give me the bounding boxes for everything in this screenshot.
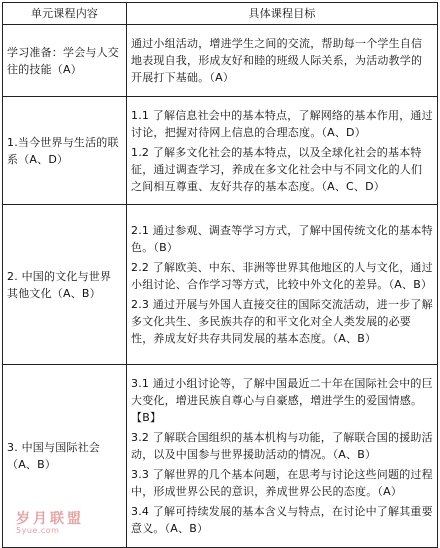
goal-item: 2.2 了解欧美、中东、非洲等世界其他地区的人与文化，通过小组讨论、合作学习等方式，比较中外文化的差异。（A、B） [131, 261, 433, 291]
table-row [3, 205, 438, 365]
goal-cell [127, 205, 438, 365]
goal-item: 2.1 通过参观、调查等学习方式，了解中国传统文化的基本特色。（B） [131, 224, 433, 254]
goal-item: 3.3 了解世界的几个基本问题，在思考与讨论这些问题的过程中，形成世界公民的意识，养成世界公民的态度。（A） [131, 468, 433, 498]
watermark-url: 5yue.com [16, 526, 60, 535]
goal-item: 2.3 通过开展与外国人直接交往的国际交流活动，进一步了解多文化共生、多民族共存的和平文化对全人类发展的必要性，养成友好共存共同发展的基本态度。（A、B） [131, 298, 433, 345]
goal-cell [127, 25, 438, 97]
goal-item: 通过小组活动，增进学生之间的交流，帮助每一个学生自信地表现自我，形成友好和睦的班级人际关系，为活动教学的开展打下基础。（A） [131, 37, 423, 84]
unit-cell: 3. 中国与国际社会（A、B） [3, 365, 127, 548]
goal-item: 3.4 了解可持续发展的基本含义与特点，在讨论中了解其重要意义。（A、B） [131, 505, 433, 535]
unit-cell: 2. 中国的文化与世界其他文化（A、B） [3, 205, 127, 365]
goal-item: 3.2 了解联合国组织的基本机构与功能，了解联合国的援助活动，以及中国参与世界援助活动的情况。（A、B） [131, 431, 433, 461]
watermark-title: 岁月联盟 [16, 511, 84, 527]
goal-item: 3.1 通过小组讨论等，了解中国最近二十年在国际社会中的巨大变化，增进民族自尊心与自豪感，增进学生的爱国情感。【B】 [131, 377, 433, 424]
header-row [3, 3, 438, 25]
goal-item: 1.1 了解信息社会中的基本特点，了解网络的基本作用，通过讨论，把握对待网上信息的合理态度。（A、D） [131, 108, 433, 139]
table-row [3, 97, 438, 205]
goal-cell [127, 97, 438, 205]
unit-cell: 1.当今世界与生活的联系（A、D） [3, 97, 127, 205]
unit-cell: 学习准备：学会与人交往的技能（A） [3, 25, 127, 97]
header-course-goals: 具体课程目标 [127, 3, 438, 25]
header-unit-content: 单元课程内容 [3, 3, 127, 25]
course-table [2, 2, 438, 548]
watermark-logo [16, 508, 84, 535]
table-row [3, 25, 438, 97]
goal-item: 1.2 了解多文化社会的基本特点，以及全球化社会的基本特征，通过调查学习，养成在多文化社会中与不同文化的人们之间相互尊重、友好共存的基本态度。（A、C、D） [131, 145, 423, 193]
goal-cell [127, 365, 438, 548]
